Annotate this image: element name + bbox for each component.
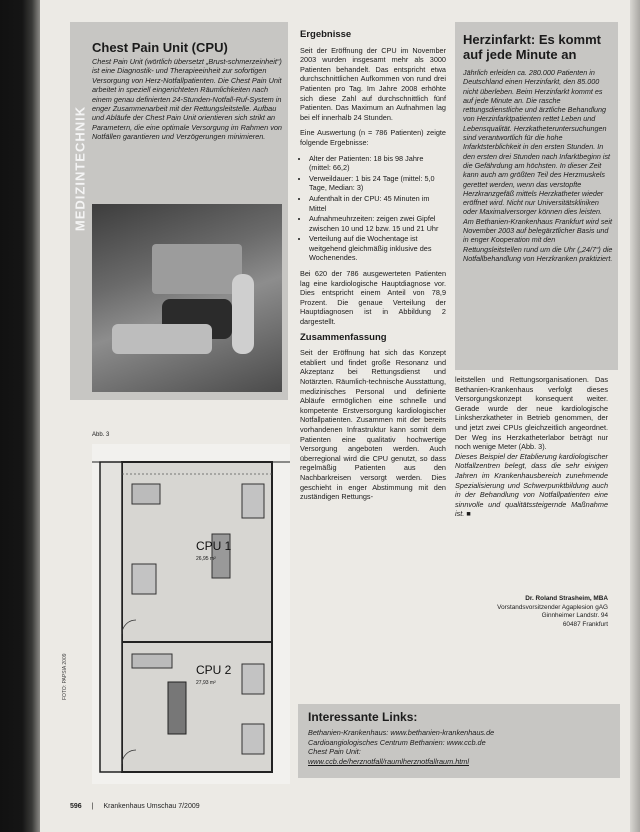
equipment-block [242, 724, 264, 754]
page-footer [70, 803, 200, 810]
results-paragraph-1: Seit der Eröffnung der CPU im November 2003 wurden insgesamt mehr als 3000 Patienten behandelt. Das entspricht etwa durchschnittlichen Aufkommen von rund drei Patienten pro Tag. Im Jahre 2008 erhöhte sich diese Zahl auf durchschnittlich fünf Patienten. Das Maximum an Aufnahmen lag bei elf innerhalb 24 Stunden. [300, 45, 446, 122]
page-edge-shadow [630, 0, 640, 832]
journal-name: Krankenhaus Umschau 7/2009 [103, 803, 200, 810]
room2-area: 27,93 m² [196, 680, 216, 686]
results-paragraph-3: Bei 620 der 786 ausgewerteten Patienten lag eine kardiologische Hauptdiagnose vor. Dies entspricht einem Anteil von 78,9 Prozent. Die genaue Verteilung der Hauptdiagnosen ist in Abbildung 2 dargestellt. [300, 269, 446, 327]
equipment-block [132, 484, 160, 504]
list-item: • Aufenthalt in der CPU: 45 Minuten im Mittel [309, 194, 446, 213]
photo-credit: FOTO: PAPSIA 2009 [62, 653, 68, 700]
heart-box-title: Herzinfarkt: Es kommt auf jede Minute an [463, 32, 601, 62]
figure-label: Abb. 3 [92, 432, 110, 438]
right-column [455, 375, 608, 519]
link-line: www.ccb.de/herznotfall/raumlherznotfallraum.html [308, 756, 470, 766]
equipment-block [132, 654, 172, 668]
summary-heading: Zusammenfassung [300, 331, 387, 343]
links-list [308, 728, 613, 766]
list-item: • Aufnahmeuhrzeiten: zeigen zwei Gipfel zwischen 10 und 12 bzw. 15 und 21 Uhr [309, 214, 446, 233]
footer-separator: | [91, 803, 94, 810]
list-item: • Alter der Patienten: 18 bis 98 Jahre (mittel: 66,2) [309, 154, 446, 173]
author-street: Ginnheimer Landstr. 94 [541, 612, 608, 620]
middle-column [300, 30, 446, 508]
floor-plan-figure [92, 444, 290, 784]
book-spine-shadow [0, 0, 40, 832]
results-paragraph-2: Eine Auswertung (n = 786 Patienten) zeigte folgende Ergebnisse: [300, 128, 446, 147]
results-heading: Ergebnisse [300, 29, 352, 40]
equipment-block [242, 664, 264, 694]
right-paragraph-2: Dieses Beispiel der Etablierung kardiologischer Notfallzentren belegt, dass die sehr einigen Jahren im Krankenhausbereich zunehmende Spezialisierung und Schwerpunktbildung auch in der Behandlung von Notfallpatienten eine sinnvolle und qualitätssteigernde Maßnahme ist. ■ [455, 451, 608, 519]
link-line: Bethanien-Krankenhaus: www.bethanien-krankenhaus.de [308, 728, 495, 737]
heart-box-text: Jährlich erleiden ca. 280.000 Patienten in Deutschland einen Herzinfarkt, den 85.000 nicht überleben. Beim Herzinfarkt kommt es auf jede Minute an. Die rasche rettungsdienstliche und ärztliche Behandlung von Herzinfarktpatienten rettet Leben und Lebensqualität. Herzkatheteruntersuchungen sind verantwortlich für die hohe Infarktsterblichkeit in den ersten Stunden. In den ersten drei Stunden nach Infarktbeginn ist die Gefährdung am höchsten. In dieser Zeit kann auch am größten Teil des Herzmuskels gerettet werden, wenn das verstopfte Herzkranzgefäß mittels Herzkatheter wieder eröffnet wird. Nicht nur Universitätskliniken oder Maximalversorger können dies leisten. Am Bethanien-Krankenhaus Frankfurt wird seit November 2003 auf belegärztlicher Basis und in enger Kooperation mit den Rettungsleitstellen rund um die Uhr („24/7“) die Notfallbehandlung von Herzkranken praktiziert. [463, 68, 613, 263]
equipment-block [132, 564, 156, 594]
links-title: Interessante Links: [308, 710, 418, 724]
author-city: 60487 Frankfurt [562, 620, 608, 628]
equipment-block [242, 484, 264, 518]
summary-paragraph: Seit der Eröffnung hat sich das Konzept etabliert und findet große Resonanz und Akzeptanz bei Rettungsdienst und Notärzten. Räumlich-technische Ausstattung, medizinisches Personal und definierte Abläufe ermöglichen eine schnelle und kompetente Erstversorgung kardiologischer Notfallpatienten. Zusammen mit der bereits vorhandenen Infrastruktur kann somit dem Patienten eine qualitativ hochwertige Versorgung angeboten werden. Auch überregional wird die CPU genutzt, so dass regelmäßig Patienten aus den Nachbarkreisen versorgt werden. Dies geschieht in enger Abstimmung mit den zuständigen Rettungs- [300, 348, 446, 502]
list-item: • Verteilung auf die Wochentage ist weitgehend gleichmäßig inklusive des Wochenendes. [309, 234, 446, 263]
author-block [455, 595, 608, 629]
right-paragraph-1: leitstellen und Rettungsorganisationen. Das Bethanien-Krankenhaus verfolgt dieses Versorgungskonzept konsequent weiter. Gerade wurde der neue kardiologische Linksherzkatheter in Betrieb genommen, der und jetzt zwei CPUs gleichzeitlich angeordnet. Der Weg ins Herzkatheterlabor beträgt nur noch wenige Meter (Abb. 3). [455, 375, 608, 452]
page-number: 596 [70, 803, 82, 810]
room1-label: CPU 1 [196, 539, 232, 553]
corridor [100, 462, 122, 772]
room1-area: 26,95 m² [196, 556, 216, 562]
link-line: Chest Pain Unit: [308, 747, 361, 756]
list-item: • Verweildauer: 1 bis 24 Tage (mittel: 5,0 Tage, Median: 3) [309, 174, 446, 193]
cpu-box-title: Chest Pain Unit (CPU) [92, 40, 228, 55]
room2-label: CPU 2 [196, 663, 232, 677]
section-side-label: MEDIZINTECHNIK [72, 105, 88, 232]
clinic-photo [92, 204, 282, 392]
bed-cpu2 [168, 682, 186, 734]
cpu-box-text: Chest Pain Unit (wörtlich übersetzt „Brust-schmerzeinheit“) ist eine Diagnostik- und Therapieeinheit zur sofortigen Versorgung von Herz-Notfallpatienten. Die Chest Pain Unit arbeitet in speziell eingerichteten Räumlichkeiten nach einem genau definierten 24-Stunden-Notfall-Ruf-System in enger Zusammenarbeit mit der Rettungsleitstelle. Aufbau und Abläufe der Chest Pain Unit orientieren sich strikt an Parametern, die eine optimale Versorgung im Rahmen von Notfällen garantieren und Verzögerungen minimieren. [92, 57, 282, 142]
author-name: Dr. Roland Strasheim, MBA [525, 595, 608, 602]
results-bullet-list [300, 154, 446, 264]
section-side-tab [70, 78, 90, 268]
link-line: Cardioangiologisches Centrum Bethanien: www.ccb.de [308, 737, 486, 747]
author-role: Vorstandsvorsitzender Agaplesion gAG [497, 603, 608, 611]
